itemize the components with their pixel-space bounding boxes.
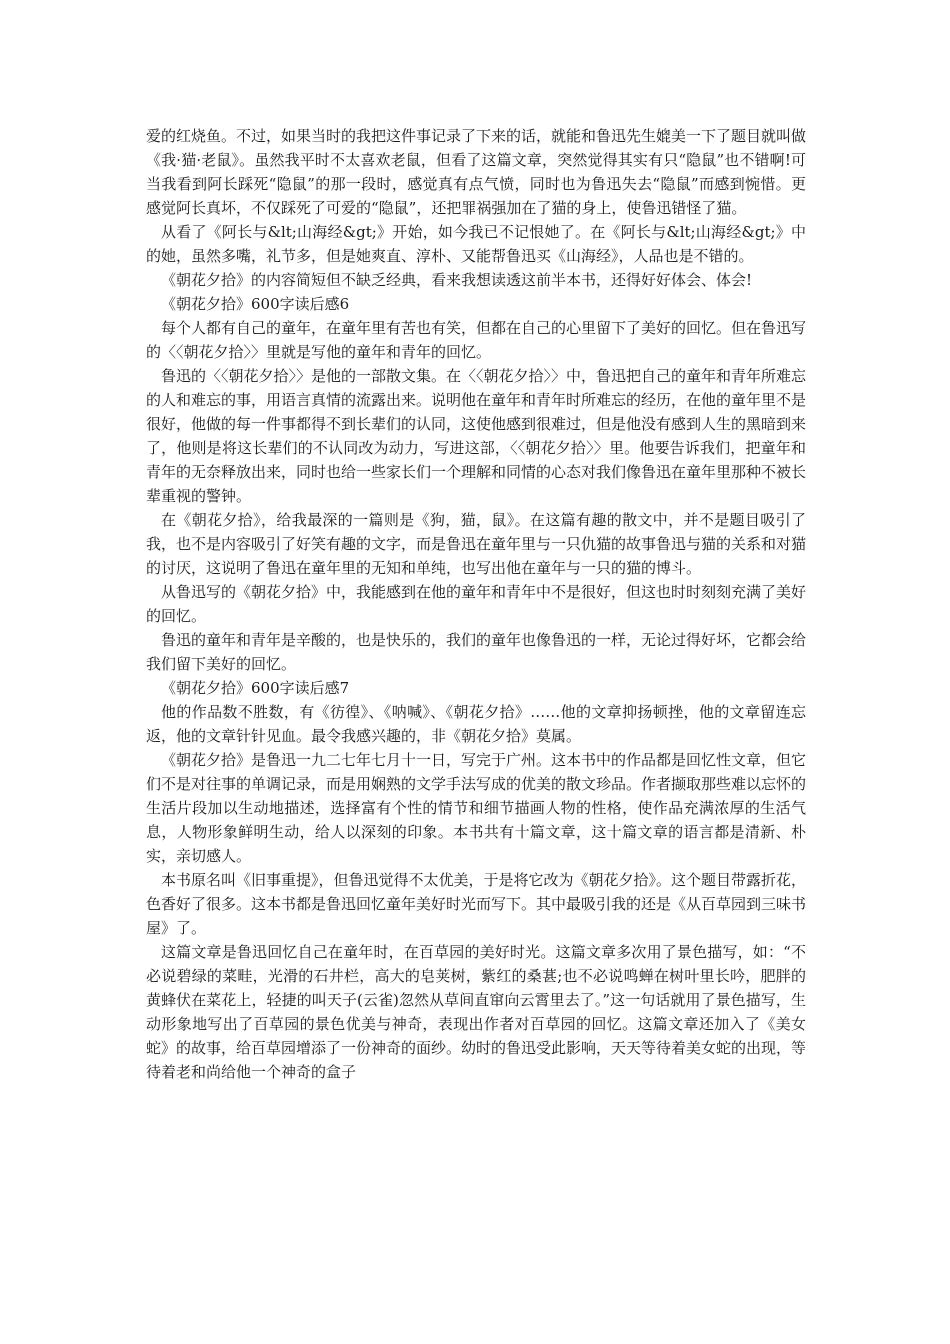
paragraph: 《朝花夕拾》是鲁迅一九二七年七月十一日，写完于广州。这本书中的作品都是回忆性文章，但它们不是对往事的单调记录，而是用娴熟的文学手法写成的优美的散文珍品。作者撷取那些难以忘怀的生活片段加以生动地描述，选择富有个性的情节和细节描画人物的性格，使作品充满浓厚的生活气息，人物形象鲜明生动，给人以深刻的印象。本书共有十篇文章，这十篇文章的语言都是清新、朴实，亲切感人。	[146, 751, 807, 865]
paragraph: 从鲁迅写的《朝花夕拾》中，我能感到在他的童年和青年中不是很好，但这也时时刻刻充满了美好的回忆。	[146, 583, 807, 625]
paragraph: 爱的红烧鱼。不过，如果当时的我把这件事记录了下来的话，就能和鲁迅先生媲美一下了题目就叫做《我·猫·老鼠》。虽然我平时不太喜欢老鼠，但看了这篇文章，突然觉得其实有只“隐鼠”也不错啊!可当我看到阿长踩死“隐鼠”的那一段时，感觉真有点气愤，同时也为鲁迅失去“隐鼠”而感到惋惜。更感觉阿长真坏，不仅踩死了可爱的“隐鼠”，还把罪祸强加在了猫的身上，使鲁迅错怪了猫。	[146, 127, 807, 217]
paragraph: 鲁迅的童年和青年是辛酸的，也是快乐的，我们的童年也像鲁迅的一样，无论过得好坏，它都会给我们留下美好的回忆。	[146, 631, 807, 673]
section-heading: 《朝花夕拾》600字读后感6	[161, 295, 350, 313]
paragraph: 从看了《阿长与&lt;山海经&gt;》开始，如今我已不记恨她了。在《阿长与&lt;山海经&gt;》中的她，虽然多嘴，礼节多，但是她爽直、淳朴、又能帮鲁迅买《山海经》，人品也是不错的。	[146, 223, 806, 265]
paragraph: 每个人都有自己的童年，在童年里有苦也有笑，但都在自己的心里留下了美好的回忆。但在鲁迅写的〈〈朝花夕拾〉〉里就是写他的童年和青年的回忆。	[146, 319, 807, 361]
paragraph: 这篇文章是鲁迅回忆自己在童年时，在百草园的美好时光。这篇文章多次用了景色描写，如：“不必说碧绿的菜畦，光滑的石井栏，高大的皂荚树，紫红的桑葚;也不必说鸣蝉在树叶里长吟，肥胖的黄蜂伏在菜花上，轻捷的叫天子(云雀)忽然从草间直窜向云霄里去了。”这一句话就用了景色描写，生动形象地写出了百草园的景色优美与神奇，表现出作者对百草园的回忆。这篇文章还加入了《美女蛇》的故事，给百草园增添了一份神奇的面纱。幼时的鲁迅受此影响，天天等待着美女蛇的出现，等待着老和尚给他一个神奇的盒子	[146, 943, 807, 1081]
paragraph: 他的作品数不胜数，有《彷徨》、《呐喊》、《朝花夕拾》……他的文章抑扬顿挫，他的文章留连忘返，他的文章针针见血。最令我感兴趣的，非《朝花夕拾》莫属。	[146, 703, 806, 745]
paragraph: 《朝花夕拾》的内容简短但不缺乏经典，看来我想读透这前半本书，还得好好体会、体会!	[161, 271, 753, 289]
paragraph: 在《朝花夕拾》，给我最深的一篇则是《狗，猫，鼠》。在这篇有趣的散文中，并不是题目吸引了我，也不是内容吸引了好笑有趣的文字，而是鲁迅在童年里与一只仇猫的故事鲁迅与猫的关系和对猫的讨厌，这说明了鲁迅在童年里的无知和单纯，也写出他在童年与一只的猫的博斗。	[146, 511, 807, 577]
section-heading: 《朝花夕拾》600字读后感7	[161, 679, 350, 697]
paragraph: 本书原名叫《旧事重提》，但鲁迅觉得不太优美，于是将它改为《朝花夕拾》。这个题目带露折花，色香好了很多。这本书都是鲁迅回忆童年美好时光而写下。其中最吸引我的还是《从百草园到三味书屋》了。	[146, 871, 807, 937]
paragraph: 鲁迅的〈〈朝花夕拾〉〉是他的一部散文集。在〈〈朝花夕拾〉〉中，鲁迅把自己的童年和青年所难忘的人和难忘的事，用语言真情的流露出来。说明他在童年和青年时所难忘的经历，在他的童年里不是很好，他做的每一件事都得不到长辈们的认同，这使他感到很难过，但是他没有感到人生的黑暗到来了，他则是将这长辈们的不认同改为动力，写进这部，〈〈朝花夕拾〉〉里。他要告诉我们，把童年和青年的无奈释放出来，同时也给一些家长们一个理解和同情的心态对我们像鲁迅在童年里那种不被长辈重视的警钟。	[146, 367, 807, 505]
document-body	[146, 124, 806, 1084]
